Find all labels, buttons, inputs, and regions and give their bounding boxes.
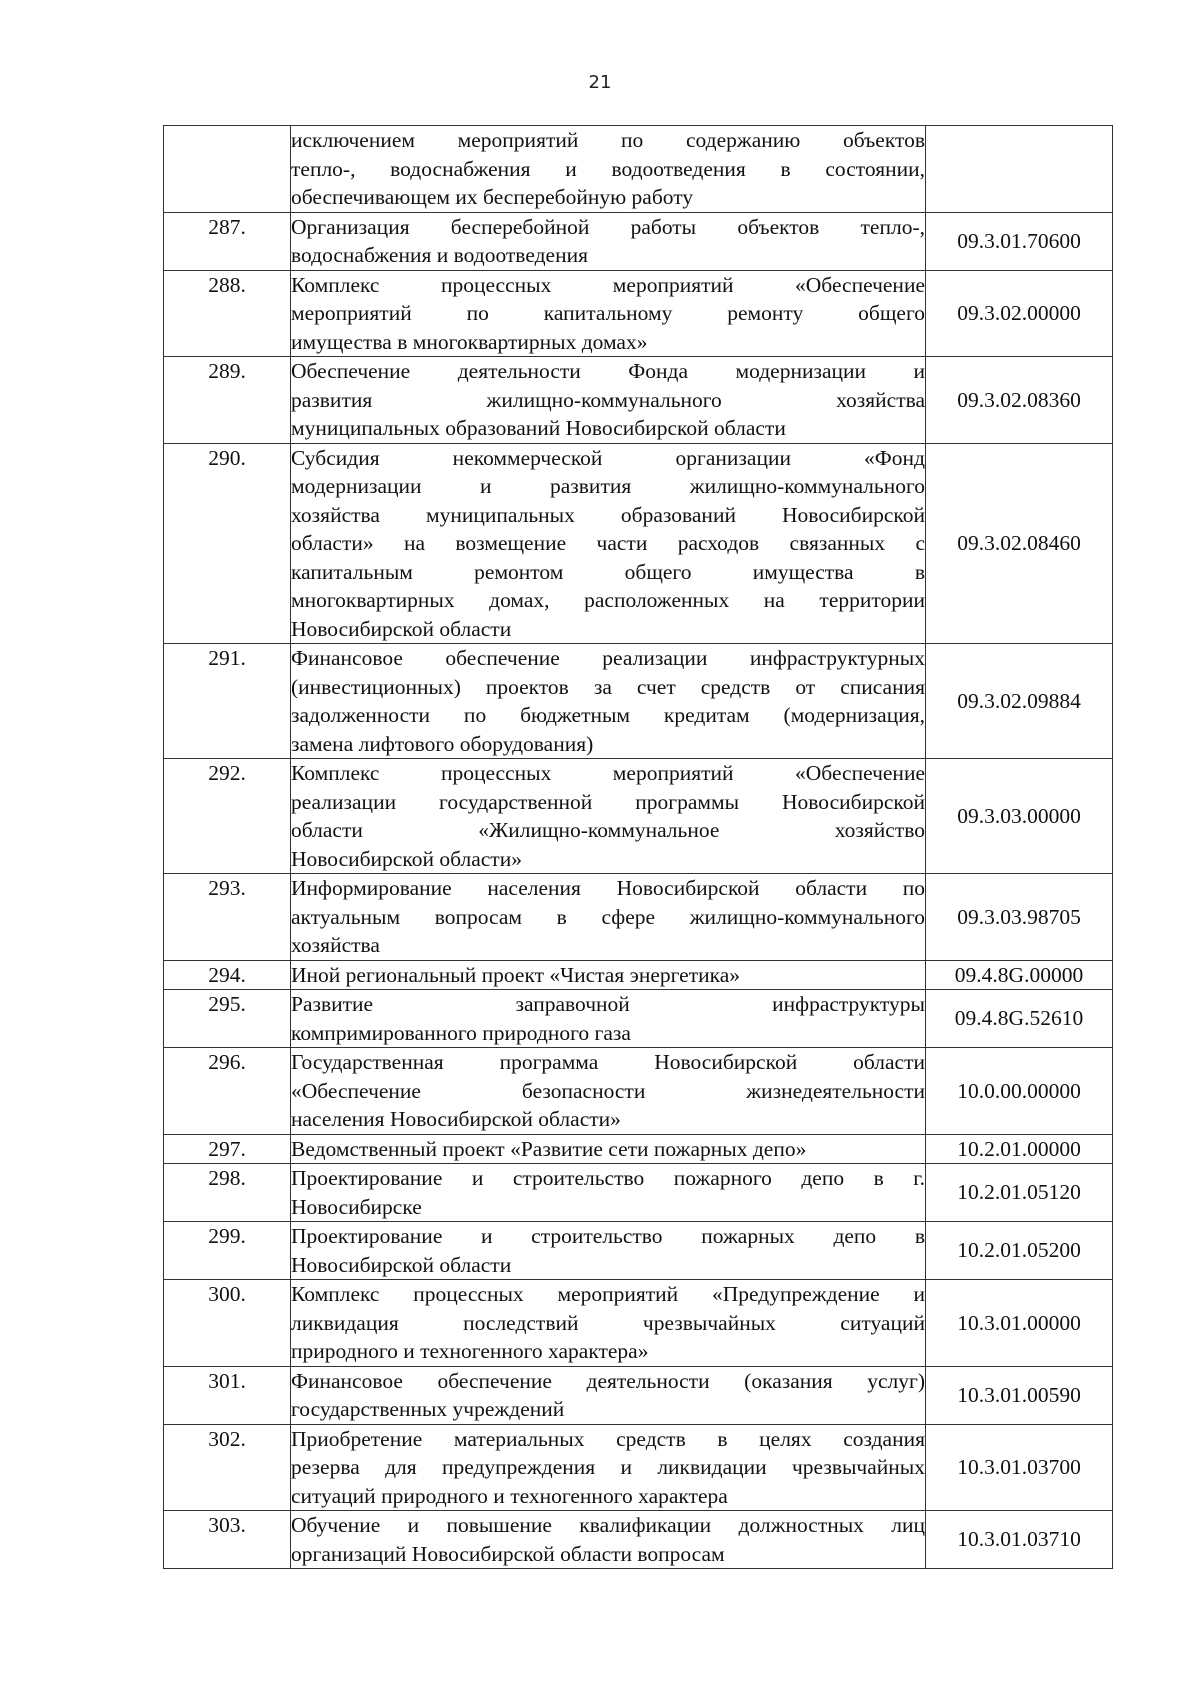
row-code: 10.3.01.03710	[926, 1511, 1113, 1569]
row-code: 10.2.01.05200	[926, 1222, 1113, 1280]
description-line: замена лифтового оборудования)	[291, 731, 594, 756]
description-line: Развитие заправочной инфраструктуры	[291, 992, 925, 1016]
row-code: 09.4.8G.00000	[926, 960, 1113, 990]
description-line: природного и техногенного характера»	[291, 1339, 649, 1363]
row-number	[164, 126, 291, 213]
table-row	[164, 357, 1113, 444]
description-line: развития жилищно-коммунального хозяйства	[291, 387, 925, 412]
row-number: 295.	[164, 990, 291, 1048]
row-description	[291, 1280, 926, 1367]
table-row	[164, 874, 1113, 961]
description-line: ликвидация последствий чрезвычайных ситуаций	[291, 1310, 925, 1335]
row-description	[291, 212, 926, 270]
description-line: многоквартирных домах, расположенных на территории	[291, 588, 925, 612]
description-line: хозяйства	[291, 933, 380, 957]
description-line: Комплекс процессных мероприятий «Предупреждение и	[291, 1282, 925, 1306]
description-line: Комплекс процессных мероприятий «Обеспечение	[291, 272, 925, 297]
row-number: 302.	[164, 1424, 291, 1511]
description-line: Финансовое обеспечение деятельности (оказания услуг)	[291, 1368, 925, 1393]
description-line: Комплекс процессных мероприятий «Обеспечение	[291, 761, 925, 785]
row-number: 294.	[164, 960, 291, 990]
row-code	[926, 126, 1113, 213]
table-row	[164, 212, 1113, 270]
row-description	[291, 1424, 926, 1511]
description-line: хозяйства муниципальных образований Новосибирской	[291, 502, 925, 527]
table-row	[164, 1366, 1113, 1424]
table-row	[164, 1164, 1113, 1222]
table-row	[164, 443, 1113, 644]
description-line: реализации государственной программы Новосибирской	[291, 789, 925, 814]
row-description	[291, 443, 926, 644]
row-description	[291, 270, 926, 357]
row-code: 09.3.02.00000	[926, 270, 1113, 357]
table-row	[164, 960, 1113, 990]
description-line: «Обеспечение безопасности жизнедеятельности	[291, 1078, 925, 1103]
table-row-continuation	[164, 126, 1113, 213]
row-description	[291, 960, 926, 990]
description-line: Проектирование и строительство пожарного депо в г.	[291, 1166, 925, 1190]
description-line: обеспечивающем их бесперебойную работу	[291, 185, 694, 209]
description-line: Обеспечение деятельности Фонда модернизации и	[291, 359, 925, 383]
row-description	[291, 759, 926, 874]
description-line: Ведомственный проект «Развитие сети пожарных депо»	[291, 1136, 807, 1161]
table-row	[164, 1511, 1113, 1569]
row-number: 296.	[164, 1048, 291, 1135]
description-line: (инвестиционных) проектов за счет средств от списания	[291, 674, 925, 699]
row-code: 10.2.01.00000	[926, 1134, 1113, 1164]
row-description	[291, 1048, 926, 1135]
description-line: задолженности по бюджетным кредитам (модернизация,	[291, 703, 925, 727]
row-code: 09.4.8G.52610	[926, 990, 1113, 1048]
row-description	[291, 1164, 926, 1222]
description-line: области» на возмещение части расходов связанных с	[291, 531, 925, 555]
budget-classification-table	[163, 125, 1113, 1569]
description-line: актуальным вопросам в сфере жилищно-коммунального	[291, 904, 925, 929]
description-line: организаций Новосибирской области вопросам	[291, 1541, 725, 1566]
row-code: 10.3.01.03700	[926, 1424, 1113, 1511]
description-line: компримированного природного газа	[291, 1020, 631, 1045]
description-line: муниципальных образований Новосибирской области	[291, 416, 786, 440]
description-line: Новосибирске	[291, 1194, 422, 1219]
table-row	[164, 990, 1113, 1048]
table-row	[164, 759, 1113, 874]
row-description	[291, 1134, 926, 1164]
row-description	[291, 874, 926, 961]
row-code: 09.3.03.98705	[926, 874, 1113, 961]
description-line: Проектирование и строительство пожарных депо в	[291, 1224, 925, 1248]
description-line: Обучение и повышение квалификации должностных лиц	[291, 1513, 925, 1537]
description-line: Информирование населения Новосибирской области по	[291, 876, 925, 900]
description-line: капитальным ремонтом общего имущества в	[291, 559, 925, 584]
description-line: Новосибирской области»	[291, 846, 522, 871]
row-code: 10.0.00.00000	[926, 1048, 1113, 1135]
description-line: области «Жилищно-коммунальное хозяйство	[291, 818, 925, 842]
table-row	[164, 1222, 1113, 1280]
table-body	[164, 126, 1113, 1569]
description-line: резерва для предупреждения и ликвидации чрезвычайных	[291, 1455, 925, 1479]
description-line: исключением мероприятий по содержанию объектов	[291, 128, 925, 152]
row-number: 301.	[164, 1366, 291, 1424]
description-line: Иной региональный проект «Чистая энергетика»	[291, 962, 741, 987]
description-line: водоснабжения и водоотведения	[291, 243, 588, 267]
row-number: 303.	[164, 1511, 291, 1569]
table-row	[164, 270, 1113, 357]
row-code: 09.3.01.70600	[926, 212, 1113, 270]
row-number: 300.	[164, 1280, 291, 1367]
table-row	[164, 1134, 1113, 1164]
description-line: Приобретение материальных средств в целях создания	[291, 1426, 925, 1451]
row-number: 290.	[164, 443, 291, 644]
row-number: 292.	[164, 759, 291, 874]
row-description	[291, 1366, 926, 1424]
row-description	[291, 1222, 926, 1280]
row-number: 287.	[164, 212, 291, 270]
row-code: 10.3.01.00000	[926, 1280, 1113, 1367]
description-line: населения Новосибирской области»	[291, 1107, 621, 1131]
row-description	[291, 126, 926, 213]
description-line: модернизации и развития жилищно-коммунального	[291, 474, 925, 498]
description-line: тепло-, водоснабжения и водоотведения в состоянии,	[291, 156, 925, 181]
table-row	[164, 644, 1113, 759]
page-number: 21	[588, 72, 612, 93]
description-line: Субсидия некоммерческой организации «Фонд	[291, 445, 925, 470]
description-line: Новосибирской области	[291, 1252, 512, 1277]
row-number: 288.	[164, 270, 291, 357]
row-number: 297.	[164, 1134, 291, 1164]
row-code: 09.3.02.08460	[926, 443, 1113, 644]
row-code: 09.3.03.00000	[926, 759, 1113, 874]
table-row	[164, 1424, 1113, 1511]
table-row	[164, 1280, 1113, 1367]
description-line: Организация бесперебойной работы объектов тепло-,	[291, 214, 925, 239]
row-description	[291, 1511, 926, 1569]
row-number: 289.	[164, 357, 291, 444]
row-number: 293.	[164, 874, 291, 961]
row-number: 298.	[164, 1164, 291, 1222]
row-number: 291.	[164, 644, 291, 759]
table-row	[164, 1048, 1113, 1135]
row-code: 09.3.02.09884	[926, 644, 1113, 759]
description-line: мероприятий по капитальному ремонту общего	[291, 301, 925, 325]
row-number: 299.	[164, 1222, 291, 1280]
description-line: Новосибирской области	[291, 616, 512, 641]
description-line: государственных учреждений	[291, 1397, 565, 1421]
row-description	[291, 644, 926, 759]
row-code: 10.2.01.05120	[926, 1164, 1113, 1222]
row-description	[291, 990, 926, 1048]
description-line: Государственная программа Новосибирской области	[291, 1050, 925, 1074]
description-line: Финансовое обеспечение реализации инфраструктурных	[291, 646, 925, 670]
description-line: ситуаций природного и техногенного характера	[291, 1483, 728, 1508]
description-line: имущества в многоквартирных домах»	[291, 329, 648, 354]
row-description	[291, 357, 926, 444]
row-code: 10.3.01.00590	[926, 1366, 1113, 1424]
row-code: 09.3.02.08360	[926, 357, 1113, 444]
